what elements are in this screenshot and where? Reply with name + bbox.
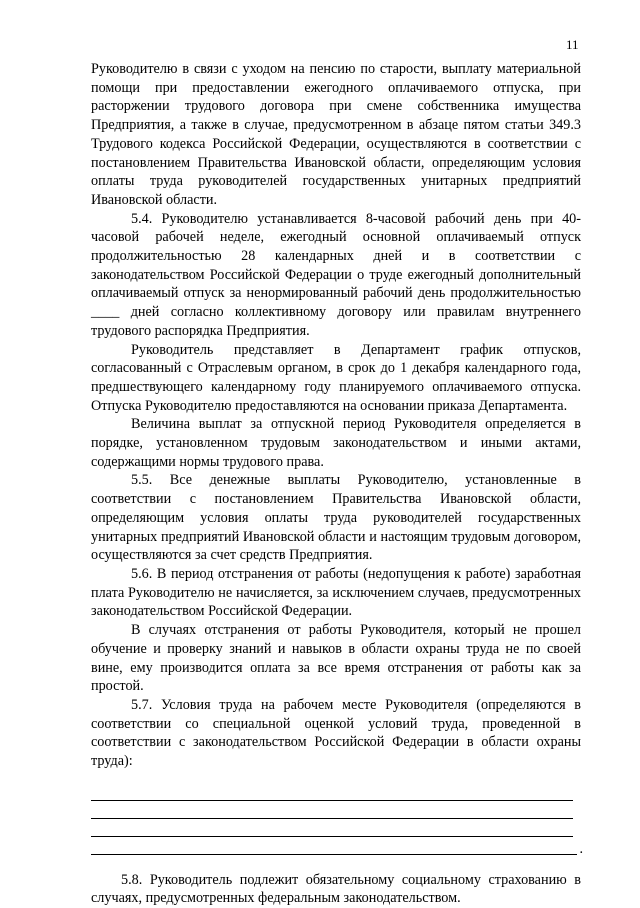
paragraph-vacation-payments: Величина выплат за отпускной период Руководителя определяется в порядке, установленном трудовым законодательством и иными актами, содержащими нормы трудового права.	[91, 416, 581, 470]
paragraph-5-8: 5.8. Руководитель подлежит обязательному социальному страхованию в случаях, предусмотренных федеральным законодательством.	[91, 871, 581, 907]
paragraph-5-7: 5.7. Условия труда на рабочем месте Руководителя (определяются в соответствии со специальной оценкой условий труда, проведенной в соответствии с законодательством Российской Федерации в области охраны труда):	[91, 696, 581, 770]
paragraph-5-6: 5.6. В период отстранения от работы (недопущения к работе) заработная плата Руководителю не начисляется, за исключением случаев, предусмотренных законодательством Российской Федерации.	[91, 565, 581, 620]
page-number: 11	[566, 37, 579, 52]
paragraph-5-5: 5.5. Все денежные выплаты Руководителю, установленные в соответствии с постановлением Правительства Ивановской области, определяющим условия оплаты труда руководителей государственных унитарных предприятий Ивановской области и настоящим трудовым договором, осуществляются за счет средств Предприятия.	[91, 472, 581, 564]
blank-line	[91, 837, 577, 855]
blank-line	[91, 783, 573, 801]
paragraph-5-4: 5.4. Руководителю устанавливается 8-часовой рабочий день при 40-часовой рабочей неделе, ежегодный основной оплачиваемый отпуск продолжительностью 28 календарных дней и в соответствии с законодательством Российской Федерации о труде ежегодный дополнительный оплачиваемый отпуск за ненормированный рабочий день продолжительностью ____ дней согласно коллективному договору или правилам внутреннего трудового распорядка Предприятия.	[91, 210, 581, 339]
fill-in-lines	[91, 783, 581, 855]
paragraph-vacation-schedule: Руководитель представляет в Департамент график отпусков, согласованный с Отраслевым органом, в срок до 1 декабря календарного года, предшествующего календарному году планируемого оплачиваемого отпуска. Отпуска Руководителю предоставляются на основании приказа Департамента.	[91, 341, 581, 414]
paragraph-material-aid: Руководителю в связи с уходом на пенсию по старости, выплату материальной помощи при предоставлении ежегодного оплачиваемого отпуска, при расторжении трудового договора при смене собственника имущества Предприятия, а также в случае, предусмотренном в абзаце пятом статьи 349.3 Трудового кодекса Российской Федерации, осуществляются в соответствии с постановлением Правительства Ивановской области, определяющим условия оплаты труда руководителей государственных унитарных предприятий Ивановской области.	[91, 61, 581, 208]
paragraph-suspension: В случаях отстранения от работы Руководителя, который не прошел обучение и проверку знаний и навыков в области охраны труда не по своей вине, ему производится оплата за все время отстранения от работы как за простой.	[91, 622, 581, 695]
blank-line	[91, 819, 573, 837]
blank-line	[91, 801, 573, 819]
document-body	[91, 60, 581, 908]
